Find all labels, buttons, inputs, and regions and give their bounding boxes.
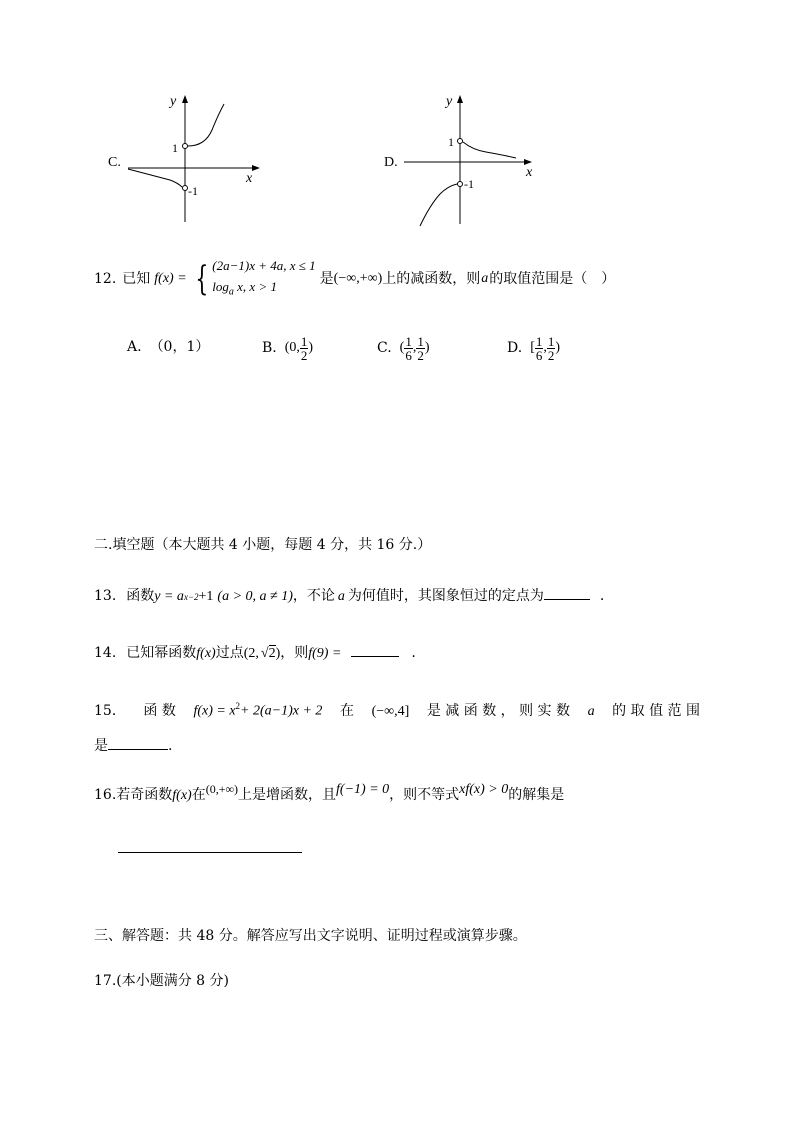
graph-d-open-point-bottom — [458, 182, 463, 187]
q15-answer-blank[interactable] — [108, 735, 168, 750]
q13-t1: 函数 — [126, 588, 155, 604]
q12-log-base: a — [228, 286, 234, 298]
q12-option-d-den1: 6 — [535, 347, 543, 363]
q13-end: . — [599, 588, 605, 604]
q16-ineq: xf(x) > 0 — [459, 782, 509, 797]
q13-answer-blank[interactable] — [544, 585, 590, 600]
q12-option-c-num2: 1 — [417, 333, 424, 349]
q12-option-c-open: ( — [399, 340, 405, 355]
q12-number: 12. — [94, 271, 117, 287]
q14-t2: 过点 — [215, 645, 244, 661]
q14-t3: ，则 — [280, 645, 309, 661]
q12-option-c-label: C. — [377, 340, 392, 356]
q14-pt-close: ) — [275, 646, 281, 661]
graph-c-curve-right — [188, 104, 224, 146]
q14-end: . — [411, 645, 416, 661]
q12-option-c — [377, 330, 430, 366]
q12-cases — [212, 255, 315, 303]
q14-pt-open: (2, — [243, 646, 259, 661]
q12-option-d-close: ) — [555, 340, 561, 355]
question-15-line2 — [94, 735, 172, 755]
graph-d-open-point-top — [458, 139, 463, 144]
q12-option-b-frac — [300, 335, 309, 362]
q12-option-d-num1: 1 — [535, 333, 543, 349]
q12-option-c-den1: 6 — [405, 347, 412, 363]
q12-option-d-comma: , — [543, 340, 547, 355]
graph-c-x-label: x — [246, 171, 253, 186]
q15-line2: 是 — [94, 738, 108, 754]
q15-t4: 的 取 值 范 围 — [612, 702, 700, 719]
graph-d-label: D. — [384, 155, 398, 170]
q12-option-c-den2: 2 — [417, 347, 424, 363]
q12-option-c-num1: 1 — [405, 333, 412, 349]
q15-t1: 函 数 — [143, 702, 176, 719]
graph-c-open-point-top — [183, 144, 188, 149]
q12-option-a-text: （0，1） — [149, 339, 210, 355]
q15-interval: (−∞,4] — [371, 703, 410, 719]
q16-fx: f(x) — [172, 788, 192, 803]
graph-c-curve-left — [128, 169, 182, 187]
q12-option-b-open: (0, — [284, 340, 300, 355]
q12-option-c-comma: , — [412, 340, 417, 355]
q16-cond: f(−1) = 0 — [336, 782, 390, 797]
graph-c-y-arrow — [182, 95, 188, 103]
q12-option-b-label: B. — [262, 340, 277, 356]
q12-case1: (2a−1)x + 4a, x ≤ 1 — [212, 258, 316, 274]
q12-option-c-frac2 — [416, 335, 425, 362]
q16-t1: 若奇函数 — [116, 787, 173, 803]
q16-t4: ，则不等式 — [389, 787, 460, 803]
q12-option-b — [262, 330, 313, 366]
q13-var: a — [337, 589, 345, 604]
q13-expr2: +1 — [198, 589, 214, 604]
q13-t3: 为何值时，其图象恒过的定点为 — [347, 588, 544, 604]
graph-c-open-point-bottom — [183, 186, 188, 191]
graph-d-tick-1: 1 — [448, 135, 454, 149]
q15-t2: 在 — [340, 702, 354, 719]
question-12 — [94, 256, 615, 302]
q12-interval: (−∞,+∞) — [333, 271, 383, 286]
question-17-title: 17.(本小题满分 8 分) — [94, 973, 229, 989]
q14-sqrt: √2 — [260, 646, 276, 661]
q13-cond: (a > 0, a ≠ 1) — [217, 589, 293, 604]
graph-d — [378, 90, 548, 230]
q12-var: a — [481, 271, 489, 286]
graph-d-tick-neg1: -1 — [464, 177, 474, 191]
q12-option-b-close: ) — [308, 340, 314, 355]
q12-prefix: 已知 — [122, 271, 151, 287]
section-2-title: 二.填空题（本大题共 4 小题，每题 4 分，共 16 分.） — [94, 537, 432, 553]
graph-d-y-label: y — [446, 94, 453, 109]
q14-fx: f(x) — [196, 646, 216, 661]
graph-c-y-label: y — [170, 94, 177, 109]
q12-suffix1: 上的减函数，则 — [382, 271, 481, 287]
graph-c-x-arrow — [252, 165, 260, 171]
graph-d-y-arrow — [457, 95, 463, 103]
graph-d-curve-left — [420, 184, 457, 226]
q12-brace: { — [194, 259, 208, 299]
q16-interval: (0,+∞) — [205, 782, 239, 796]
q15-expr: f(x) = x — [193, 703, 236, 719]
q15-end: . — [168, 738, 173, 754]
q12-option-d — [507, 330, 560, 366]
q12-case2 — [212, 276, 315, 303]
graph-d-x-label: x — [526, 165, 533, 180]
q12-suffix2: 的取值范围是（ ） — [489, 271, 616, 287]
q12-option-b-num: 1 — [300, 333, 308, 349]
question-13 — [94, 585, 604, 606]
q12-option-d-label: D. — [507, 340, 523, 356]
q15-t3: 是 减 函 数 ， 则 实 数 — [426, 702, 571, 719]
q13-exp: x−2 — [183, 592, 199, 602]
q12-option-c-frac1 — [404, 335, 413, 362]
q15-var: a — [587, 703, 595, 719]
graph-c — [100, 90, 270, 230]
graph-c-tick-1: 1 — [172, 141, 178, 155]
q12-option-d-num2: 1 — [547, 333, 555, 349]
q13-number: 13. — [94, 588, 117, 604]
q14-answer-blank[interactable] — [351, 642, 399, 657]
q15-expr-wrap — [193, 697, 322, 721]
q14-number: 14. — [94, 645, 117, 661]
q16-t5: 的解集是 — [508, 787, 565, 803]
q12-option-d-frac2 — [547, 335, 556, 362]
q13-t2: ，不论 — [292, 588, 335, 604]
q12-log: log — [212, 279, 229, 295]
q14-sqrt-arg: 2 — [268, 646, 276, 661]
q12-option-d-den2: 2 — [547, 347, 555, 363]
q13-expr: y = a — [154, 589, 184, 604]
graph-c-tick-neg1: -1 — [188, 184, 198, 198]
q16-t2: 在 — [191, 787, 206, 803]
graph-c-label: C. — [108, 155, 121, 170]
q12-option-b-den: 2 — [300, 347, 308, 363]
q12-option-c-close: ) — [424, 340, 430, 355]
question-14 — [94, 642, 416, 663]
question-16 — [94, 782, 565, 805]
question-15 — [94, 697, 700, 721]
q14-t1: 已知幂函数 — [126, 645, 197, 661]
q16-t3: 上是增函数，且 — [238, 787, 337, 803]
q16-number: 16. — [94, 787, 117, 803]
q15-expr2: + 2(a−1)x + 2 — [240, 703, 323, 719]
q15-sq: 2 — [235, 701, 241, 711]
q14-f9: f(9) = — [308, 646, 342, 661]
q16-answer-blank[interactable] — [118, 851, 302, 853]
q12-option-a — [127, 338, 209, 356]
q15-number: 15． — [94, 702, 126, 719]
q12-case2-rest: x, x > 1 — [233, 279, 277, 295]
graph-d-curve-right — [463, 142, 516, 158]
q12-mid: 是 — [319, 271, 334, 287]
q12-option-d-frac1 — [535, 335, 544, 362]
q12-option-d-open: [ — [530, 340, 535, 355]
q12-fx: f(x) = — [154, 271, 187, 286]
section-3-title: 三、解答题：共 48 分。解答应写出文字说明、证明过程或演算步骤。 — [94, 928, 527, 944]
q12-option-a-label: A. — [127, 339, 142, 355]
